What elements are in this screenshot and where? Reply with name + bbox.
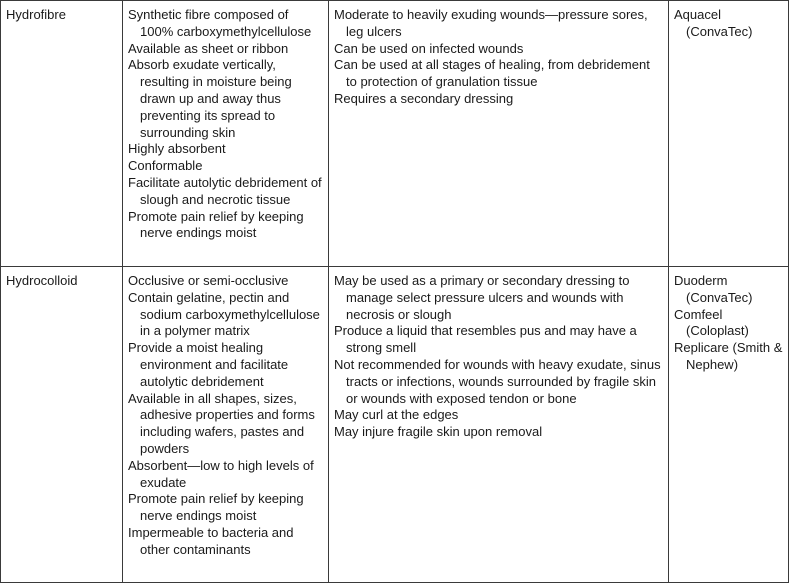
dressing-type-cell	[1, 1, 123, 267]
use-item: May be used as a primary or secondary dressing to manage select pressure ulcers and wounds with necrosis or slough	[334, 273, 630, 322]
characteristic-item: Promote pain relief by keeping nerve endings moist	[128, 208, 304, 241]
examples-cell	[669, 1, 789, 267]
characteristic-item: Available as sheet or ribbon	[128, 40, 289, 56]
example-product: Replicare (Smith & Nephew)	[674, 340, 783, 372]
use-item: Moderate to heavily exuding wounds—pressure sores, leg ulcers	[334, 7, 648, 39]
characteristic-item: Absorb exudate vertically, resulting in moisture being drawn up and away thus preventing its spread to surrounding skin	[128, 57, 292, 140]
examples-cell	[669, 267, 789, 583]
use-item: Requires a secondary dressing	[334, 90, 514, 106]
use-item: May curl at the edges	[334, 407, 459, 423]
dressing-type: Hydrofibre	[6, 7, 66, 22]
use-item: Produce a liquid that resembles pus and may have a strong smell	[334, 323, 637, 356]
characteristic-item: Synthetic fibre composed of 100% carboxymethylcellulose	[128, 7, 312, 39]
use-item: Can be used on infected wounds	[334, 40, 524, 56]
table-row	[1, 1, 789, 267]
example-product: Duoderm (ConvaTec)	[674, 273, 753, 305]
use-item: Can be used at all stages of healing, from debridement to protection of granulation tissue	[334, 57, 650, 90]
characteristic-item: Provide a moist healing environment and facilitate autolytic debridement	[128, 340, 289, 389]
characteristic-item: Absorbent—low to high levels of exudate	[128, 457, 314, 490]
characteristics-cell	[123, 267, 329, 583]
use-item: May injure fragile skin upon removal	[334, 424, 543, 440]
dressing-type: Hydrocolloid	[6, 273, 78, 288]
characteristic-item: Available in all shapes, sizes, adhesive properties and forms including wafers, pastes and powders	[128, 390, 315, 456]
characteristics-cell	[123, 1, 329, 267]
characteristic-item: Conformable	[128, 158, 203, 174]
characteristic-item: Highly absorbent	[128, 141, 226, 157]
example-product: Comfeel (Coloplast)	[674, 306, 749, 339]
table-row	[1, 267, 789, 583]
characteristic-item: Occlusive or semi-occlusive	[128, 273, 289, 288]
characteristic-item: Facilitate autolytic debridement of slough and necrotic tissue	[128, 174, 322, 207]
characteristic-item: Impermeable to bacteria and other contaminants	[128, 524, 294, 557]
use-item: Not recommended for wounds with heavy exudate, sinus tracts or infections, wounds surrounded by fragile skin or wounds with exposed tendon or bone	[334, 356, 661, 406]
characteristic-item: Promote pain relief by keeping nerve endings moist	[128, 491, 304, 524]
characteristic-item: Contain gelatine, pectin and sodium carboxymethylcellulose in a polymer matrix	[128, 289, 320, 339]
uses-cell	[329, 267, 669, 583]
uses-cell	[329, 1, 669, 267]
dressing-type-cell	[1, 267, 123, 583]
example-product: Aquacel (ConvaTec)	[674, 7, 753, 39]
